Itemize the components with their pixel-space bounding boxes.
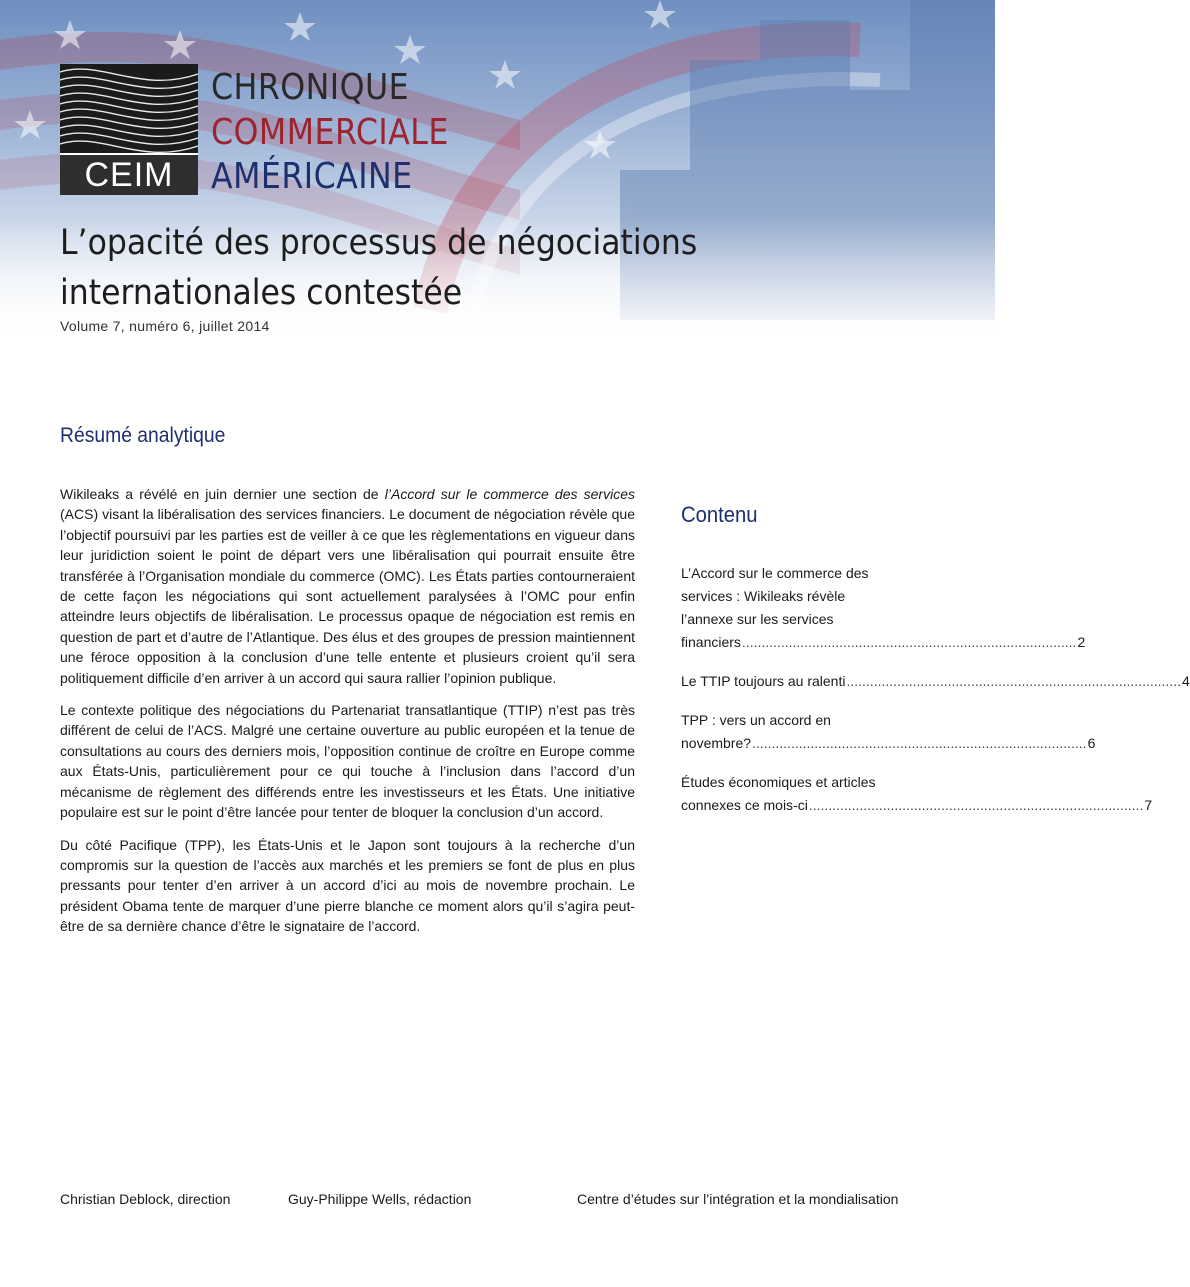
summary-p1-italic: l’Accord sur le commerce des services — [384, 486, 635, 502]
footer-centre: Centre d’études sur l’intégration et la mondialisation — [577, 1191, 899, 1207]
toc-entry-1-line-3: l’annexe sur les services — [681, 611, 834, 627]
toc-entry-2-page: 4 — [1181, 673, 1190, 689]
toc-entry-3-page: 6 — [1087, 735, 1096, 751]
toc-entry-3-text: novembre? — [681, 735, 752, 751]
toc-entry-1-line-2: services : Wikileaks révèle — [681, 588, 846, 604]
footer-editor: Guy-Philippe Wells, rédaction — [288, 1191, 472, 1207]
toc-entry-4-page: 7 — [1144, 797, 1153, 813]
toc-entry-1-page: 2 — [1077, 634, 1086, 650]
brand-line-americaine: AMÉRICAINE — [211, 156, 413, 197]
toc-entry-4-text: connexes ce mois-ci — [681, 797, 808, 813]
toc-leader-dots: ...................................................................................... — [741, 634, 1077, 650]
toc-entry-4[interactable] — [681, 771, 1153, 817]
toc-entry-4-line-1: Études économiques et articles — [681, 774, 876, 790]
summary-body — [60, 484, 635, 949]
toc-entry-1[interactable] — [681, 562, 1086, 654]
summary-paragraph-2: Le contexte politique des négociations du Partenariat transatlantique (TTIP) n’est pas très différent de celui de l’ACS. Malgré une certaine ouverture au public européen et la tenue de consultations au cours des derniers mois, l’opposition continue de croître en Europe comme aux États-Unis, particulièrement pour ce qui touche à l’inclusion dans l’accord d’un mécanisme de règlement des différends entre les investisseurs et les États. Une initiative populaire est sur le point d’être lancée pour tenter de bloquer la conclusion d’un accord. — [60, 702, 635, 821]
brand-line-chronique: CHRONIQUE — [211, 67, 410, 108]
page-title-line-1: L’opacité des processus de négociations — [60, 223, 698, 263]
toc-entry-2-last-line — [681, 670, 1190, 693]
toc-entry-2-text: Le TTIP toujours au ralenti — [681, 673, 846, 689]
toc-leader-dots: ...................................................................................... — [808, 797, 1144, 813]
toc-entry-3-line-1: TPP : vers un accord en — [681, 712, 831, 728]
volume-info: Volume 7, numéro 6, juillet 2014 — [60, 318, 270, 334]
toc-leader-dots: ...................................................................................... — [846, 673, 1181, 689]
toc-entry-1-line-1: L’Accord sur le commerce des — [681, 565, 869, 581]
summary-paragraph-1 — [60, 484, 635, 688]
toc-entry-2[interactable] — [681, 670, 1190, 693]
brand-line-commerciale: COMMERCIALE — [211, 112, 449, 153]
toc-entry-4-last-line — [681, 794, 1153, 817]
toc-entry-1-last-line — [681, 631, 1086, 654]
header-banner — [0, 0, 995, 345]
summary-paragraph-3: Du côté Pacifique (TPP), les États-Unis et le Japon sont toujours à la recherche d’un compromis sur la question de l’accès aux marchés et les premiers se font de plus en plus pressants pour tenter d’en arriver à un accord d’ici au mois de novembre prochain. Le président Obama tente de marquer d’une pierre blanche ce moment alors qu’il s’agira peut-être de sa dernière chance d’être le signataire de l’accord. — [60, 836, 635, 935]
page-title — [60, 218, 852, 318]
contents-heading: Contenu — [681, 502, 758, 527]
logo-text: CEIM — [60, 153, 198, 195]
toc-entry-1-text: financiers — [681, 634, 741, 650]
toc-leader-dots: ...................................................................................... — [752, 735, 1087, 751]
page-title-line-2: internationales contestée — [60, 273, 463, 313]
footer-director: Christian Deblock, direction — [60, 1191, 231, 1207]
summary-heading: Résumé analytique — [60, 424, 226, 447]
ceim-logo — [60, 64, 198, 195]
table-of-contents — [681, 562, 1190, 833]
summary-p1-before: Wikileaks a révélé en juin dernier une section de — [60, 486, 385, 502]
toc-entry-3-last-line — [681, 732, 1096, 755]
summary-p1-after: (ACS) visant la libéralisation des services financiers. Le document de négociation révèle que l’objectif poursuivi par les parties est de veiller à ce que les règlementations en vigueur dans leur juridiction soient le point de départ vers une libéralisation qui pourrait ensuite être transférée à l’Organisation mondiale du commerce (OMC). Les États parties contourneraient de cette façon les négociations qui sont actuellement paralysées à l’OMC pour enfin atteindre leurs objectifs de libéralisation. Le processus opaque de négociation est remis en question de part et d’autre de l’Atlantique. Des élus et des groupes de pression maintiennent une féroce opposition à la conclusion d’une telle entente et plusieurs croient qu’il sera politiquement difficile d’en arriver à un accord qui saura rallier l’opinion publique. — [60, 506, 635, 686]
toc-entry-3[interactable] — [681, 709, 1096, 755]
